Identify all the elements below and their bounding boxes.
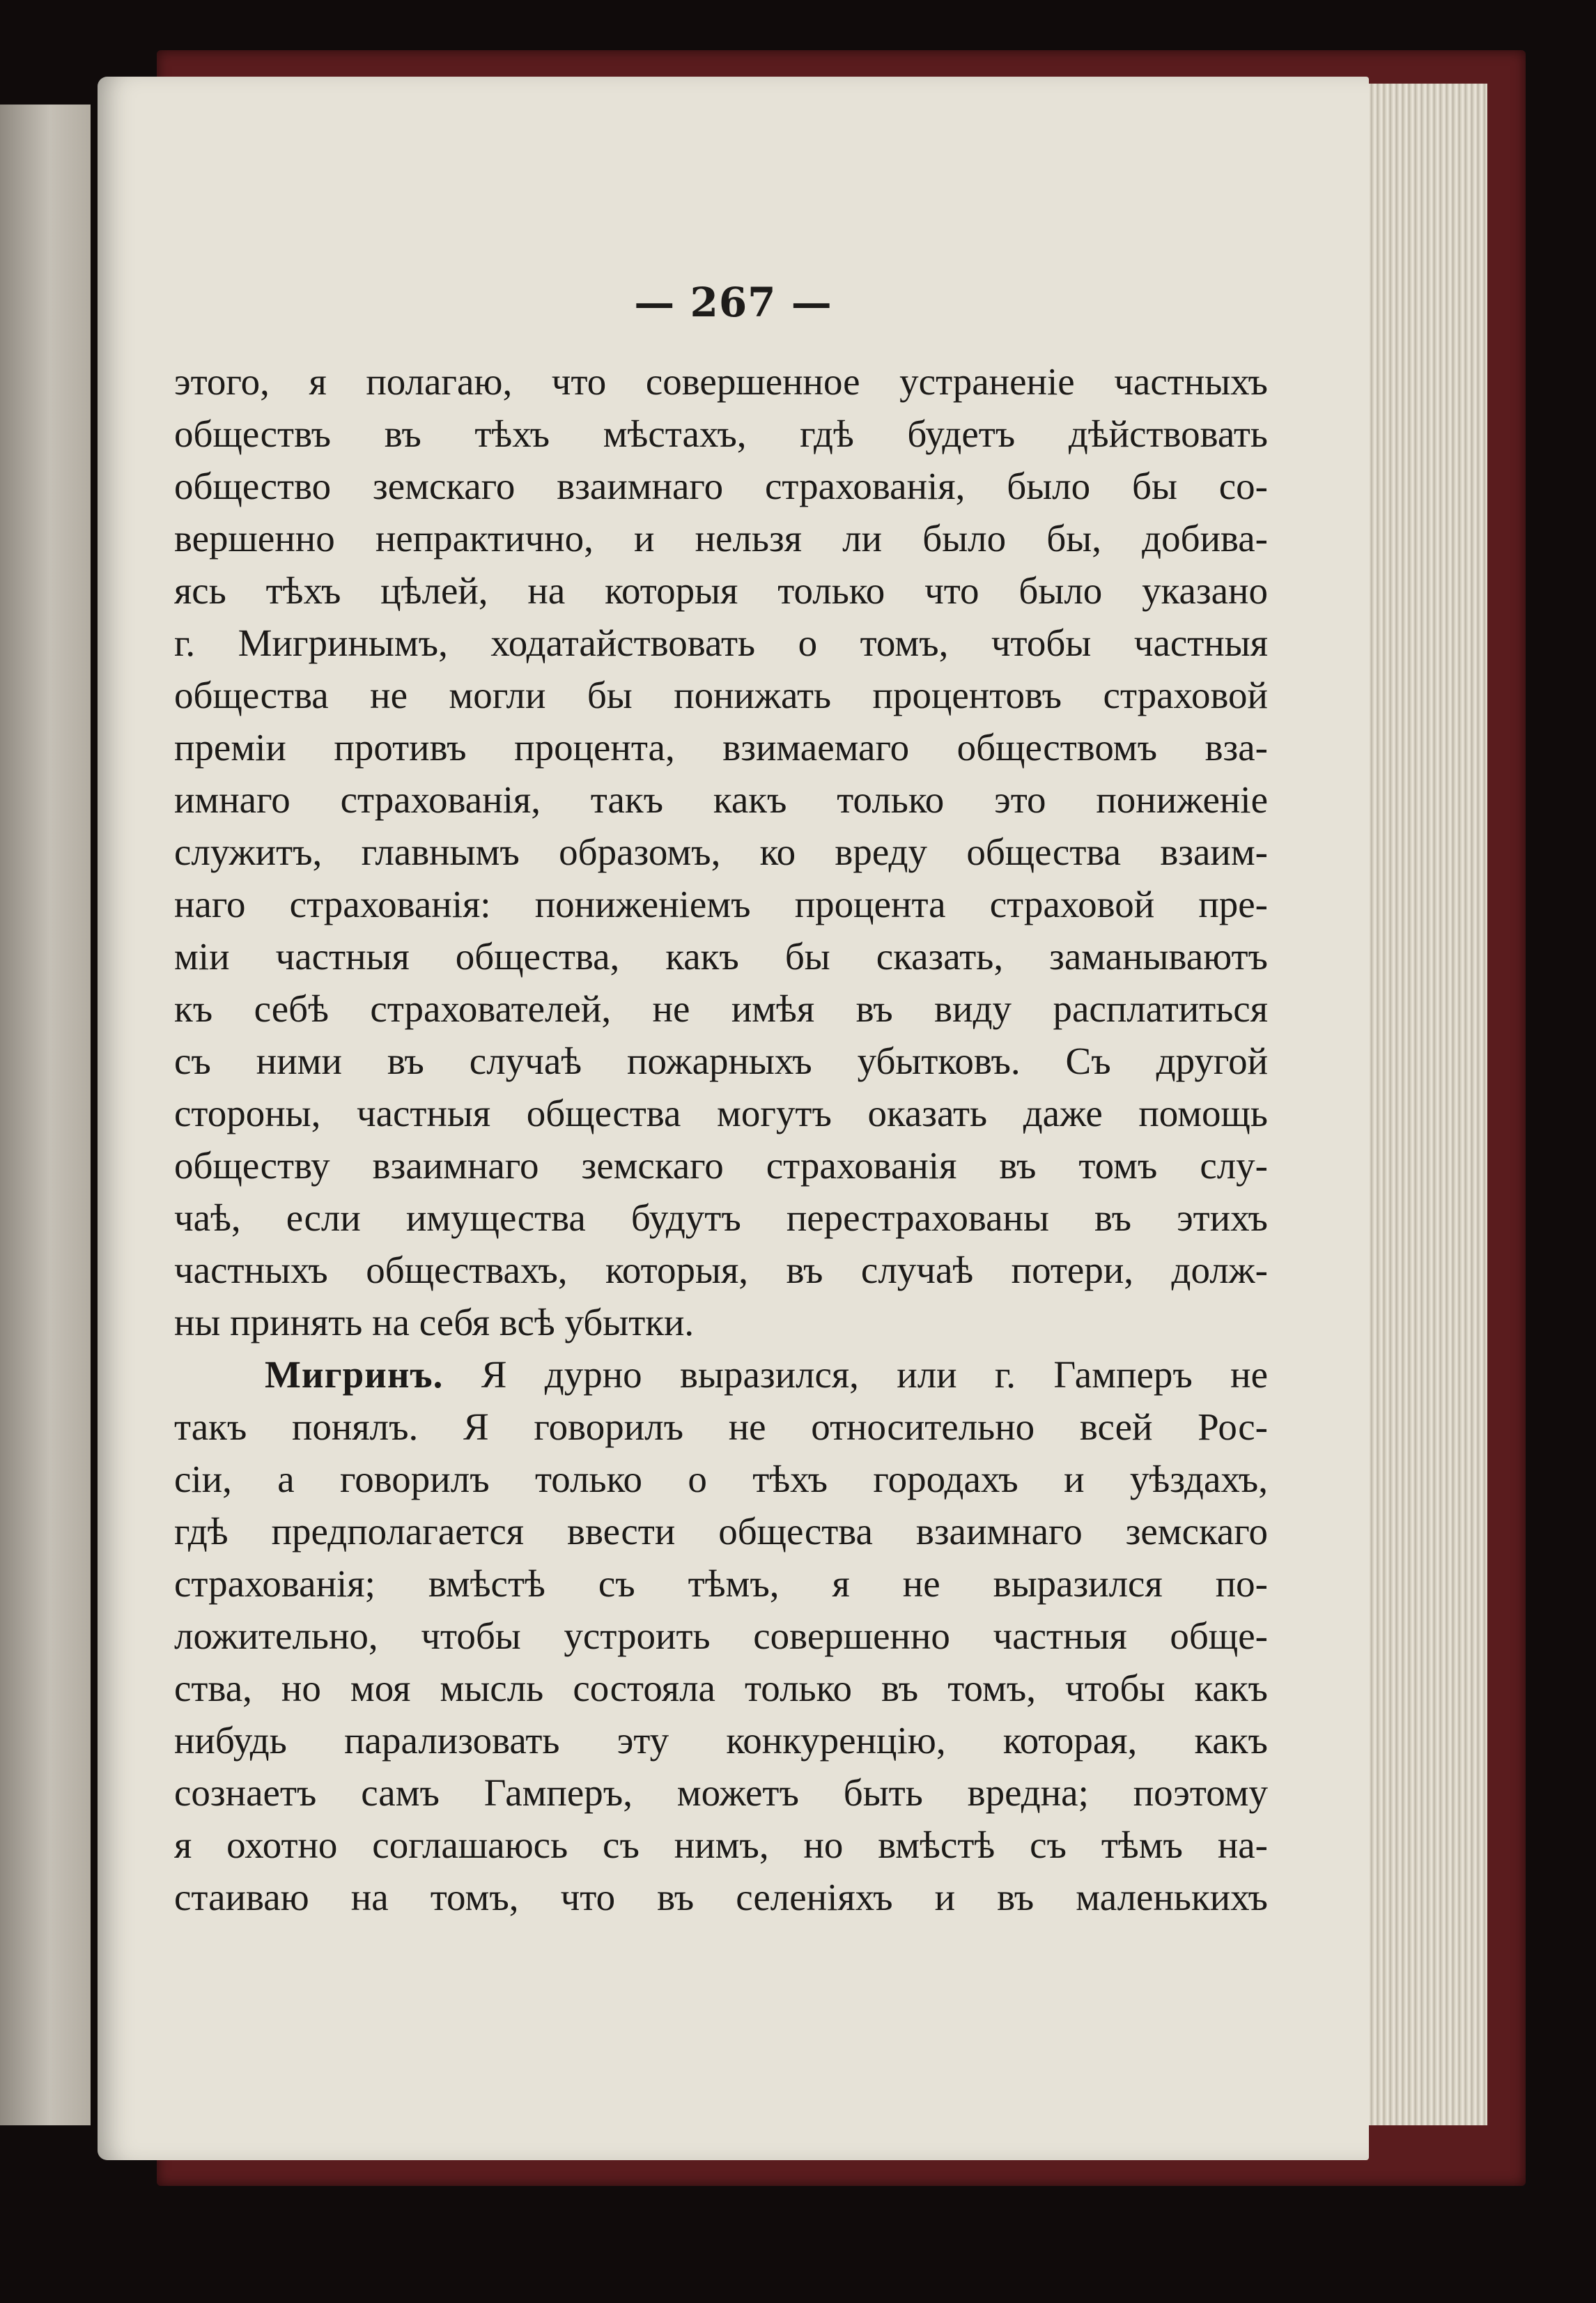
page-edges	[1358, 84, 1487, 2125]
text-line: этого, я полагаю, что совершенное устраненіе частныхъ	[174, 360, 1268, 403]
text-line: страхованія; вмѣстѣ съ тѣмъ, я не выразился по-	[174, 1562, 1268, 1605]
text-line: общества не могли бы понижать процентовъ страховой	[174, 674, 1268, 716]
text-line: частныхъ обществахъ, которыя, въ случаѣ потери, долж-	[174, 1249, 1268, 1291]
text-line: сознаетъ самъ Гамперъ, можетъ быть вредна; поэтому	[174, 1771, 1268, 1814]
text-line: обществу взаимнаго земскаго страхованія въ томъ слу-	[174, 1144, 1268, 1187]
speaker-name: Мигринъ.	[265, 1353, 444, 1396]
left-page-edge	[0, 105, 91, 2125]
text-line: обществъ въ тѣхъ мѣстахъ, гдѣ будетъ дѣйствовать	[174, 413, 1268, 455]
text-line: наго страхованія: пониженіемъ процента страховой пре-	[174, 883, 1268, 925]
text-line: гдѣ предполагается ввести общества взаимнаго земскаго	[174, 1510, 1268, 1553]
text-line: я охотно соглашаюсь съ нимъ, но вмѣстѣ съ тѣмъ на-	[174, 1824, 1268, 1866]
speech-first-line	[174, 1348, 1268, 1401]
text-line: чаѣ, если имущества будутъ перестрахованы въ этихъ	[174, 1196, 1268, 1239]
text-line: ства, но моя мысль состояла только въ томъ, чтобы какъ	[174, 1667, 1268, 1709]
text-line: общество земскаго взаимнаго страхованія, было бы со-	[174, 465, 1268, 507]
book-page	[98, 77, 1369, 2160]
text-line: служитъ, главнымъ образомъ, ко вреду общества взаим-	[174, 831, 1268, 873]
text-line: такъ понялъ. Я говорилъ не относительно всей Рос-	[174, 1405, 1268, 1448]
text-line: сіи, а говорилъ только о тѣхъ городахъ и уѣздахъ,	[174, 1458, 1268, 1500]
text-line: стаиваю на томъ, что въ селеніяхъ и въ маленькихъ	[174, 1876, 1268, 1918]
paragraph-2	[174, 1401, 1268, 1923]
speech-first-line-text: Я дурно выразился, или г. Гамперъ не	[481, 1353, 1269, 1396]
text-line: стороны, частныя общества могутъ оказать даже помощь	[174, 1092, 1268, 1134]
text-line: г. Мигринымъ, ходатайствовать о томъ, чтобы частныя	[174, 622, 1268, 664]
page-text	[174, 355, 1268, 1923]
paragraph-1	[174, 355, 1268, 1348]
text-line: ясь тѣхъ цѣлей, на которыя только что было указано	[174, 569, 1268, 612]
text-line: вершенно непрактично, и нельзя ли было бы, добива-	[174, 517, 1268, 560]
page-number: — 267 —	[634, 279, 832, 326]
text-line: преміи противъ процента, взимаемаго обществомъ вза-	[174, 726, 1268, 769]
text-line: нибудь парализовать эту конкуренцію, которая, какъ	[174, 1719, 1268, 1762]
text-line: къ себѣ страхователей, не имѣя въ виду расплатиться	[174, 987, 1268, 1030]
text-line: имнаго страхованія, такъ какъ только это пониженіе	[174, 778, 1268, 821]
text-line: ны принять на себя всѣ убытки.	[174, 1301, 695, 1343]
text-line: міи частныя общества, какъ бы сказать, заманываютъ	[174, 935, 1268, 978]
text-line: съ ними въ случаѣ пожарныхъ убытковъ. Съ другой	[174, 1040, 1268, 1082]
text-line: ложительно, чтобы устроить совершенно частныя обще-	[174, 1615, 1268, 1657]
